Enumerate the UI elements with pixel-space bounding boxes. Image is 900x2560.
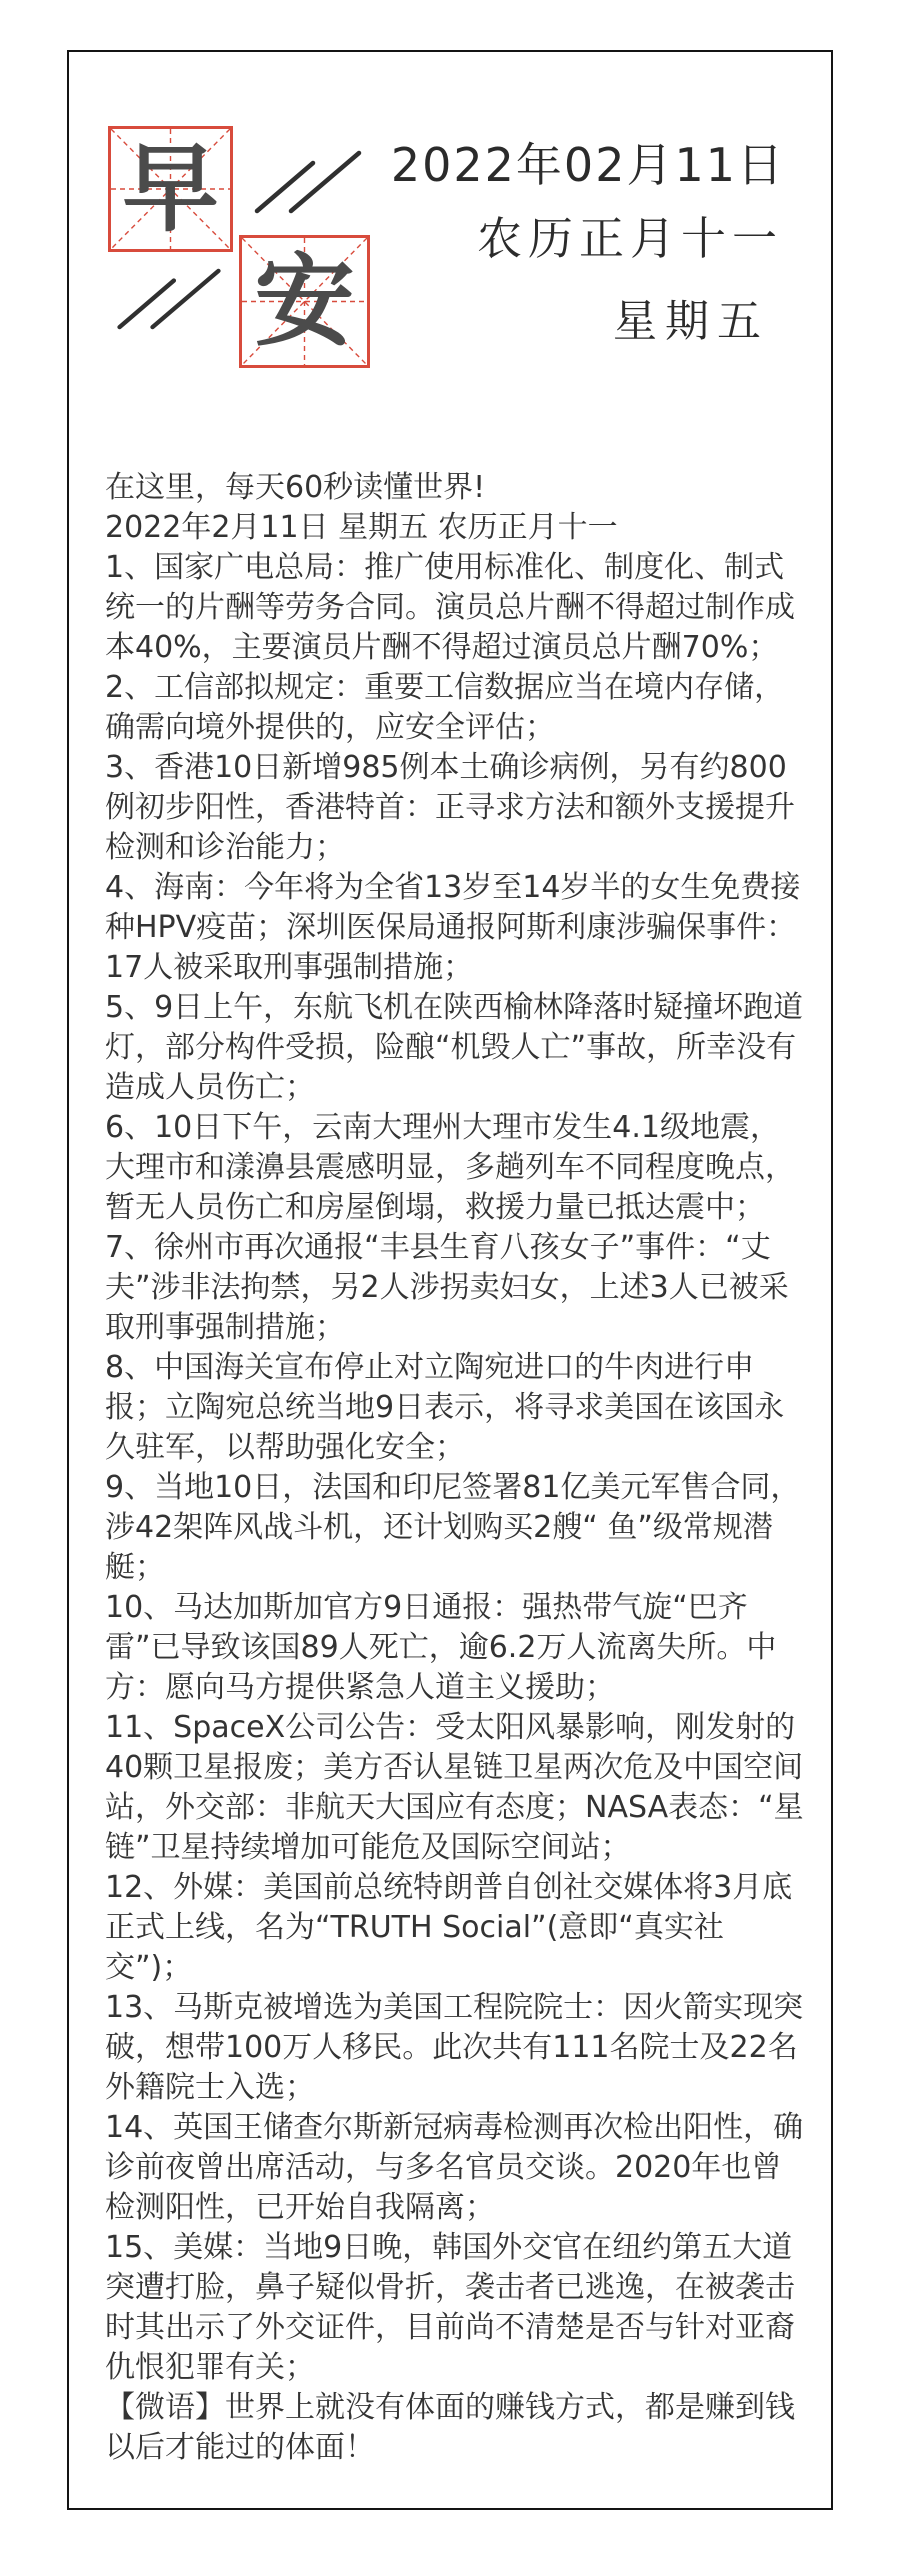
an-character: 安	[254, 242, 355, 360]
zao-character: 早	[122, 133, 219, 245]
date-block	[390, 138, 785, 347]
news-item: 2、工信部拟规定：重要工信数据应当在境内存储，确需向境外提供的，应安全评估；	[105, 670, 785, 745]
slash-decoration-top-icon	[253, 149, 363, 215]
weekday: 星期五	[613, 296, 769, 347]
tagline: 在这里，每天60秒读懂世界!	[105, 470, 486, 505]
news-item: 14、英国王储查尔斯新冠病毒检测再次检出阳性，确诊前夜曾出席活动，与多名官员交谈。2020年也曾检测阳性，已开始自我隔离；	[105, 2110, 804, 2225]
news-body	[105, 468, 805, 2468]
an-character-box	[239, 235, 370, 368]
gregorian-date: 2022年02月11日	[390, 138, 785, 192]
news-item: 4、海南：今年将为全省13岁至14岁半的女生免费接种HPV疫苗；深圳医保局通报阿斯利康涉骗保事件：17人被采取刑事强制措施；	[105, 870, 801, 985]
slash-decoration-bottom-icon	[113, 267, 225, 331]
news-item: 15、美媒：当地9日晚，韩国外交官在纽约第五大道突遭打脸，鼻子疑似骨折，袭击者已逃逸，在被袭击时其出示了外交证件，目前尚不清楚是否与针对亚裔仇恨犯罪有关；	[105, 2230, 795, 2385]
news-item: 11、SpaceX公司公告：受太阳风暴影响，刚发射的40颗卫星报废；美方否认星链卫星两次危及中国空间站，外交部：非航天大国应有态度；NASA表态：“星链”卫星持续增加可能危及国际空间站；	[105, 1710, 804, 1865]
news-item: 6、10日下午，云南大理州大理市发生4.1级地震，大理市和漾濞县震感明显，多趟列车不同程度晚点，暂无人员伤亡和房屋倒塌，救援力量已抵达震中；	[105, 1110, 795, 1225]
news-item: 1、国家广电总局：推广使用标准化、制度化、制式统一的片酬等劳务合同。演员总片酬不得超过制作成本40%，主要演员片酬不得超过演员总片酬70%；	[105, 550, 795, 665]
zao-character-box	[108, 126, 233, 252]
date-summary-line: 2022年2月11日 星期五 农历正月十一	[105, 510, 618, 545]
news-item: 12、外媒：美国前总统特朗普自创社交媒体将3月底正式上线，名为“TRUTH Social”(意即“真实社交”)；	[105, 1870, 793, 1985]
news-item: 7、徐州市再次通报“丰县生育八孩女子”事件：“丈夫”涉非法拘禁，另2人涉拐卖妇女，上述3人已被采取刑事强制措施；	[105, 1230, 789, 1345]
lunar-date: 农历正月十一	[476, 212, 783, 265]
news-item: 9、当地10日，法国和印尼签署81亿美元军售合同，涉42架阵风战斗机，还计划购买2艘“ 鱼”级常规潜艇；	[105, 1470, 801, 1585]
news-item: 8、中国海关宣布停止对立陶宛进口的牛肉进行申报；立陶宛总统当地9日表示，将寻求美国在该国永久驻军，以帮助强化安全；	[105, 1350, 785, 1465]
poster-frame	[67, 50, 833, 2510]
news-list	[105, 548, 805, 2388]
news-item: 13、马斯克被增选为美国工程院院士：因火箭实现突破，想带100万人移民。此次共有111名院士及22名外籍院士入选；	[105, 1990, 804, 2105]
news-item: 10、马达加斯加官方9日通报：强热带气旋“巴齐雷”已导致该国89人死亡，逾6.2万人流离失所。中方：愿向马方提供紧急人道主义援助；	[105, 1590, 777, 1705]
news-item: 3、香港10日新增985例本土确诊病例，另有约800例初步阳性，香港特首：正寻求方法和额外支援提升检测和诊治能力；	[105, 750, 795, 865]
weiyu-quote: 【微语】世界上就没有体面的赚钱方式，都是赚到钱以后才能过的体面！	[105, 2390, 795, 2465]
news-item: 5、9日上午，东航飞机在陕西榆林降落时疑撞坏跑道灯，部分构件受损，险酿“机毁人亡”事故，所幸没有造成人员伤亡；	[105, 990, 804, 1105]
